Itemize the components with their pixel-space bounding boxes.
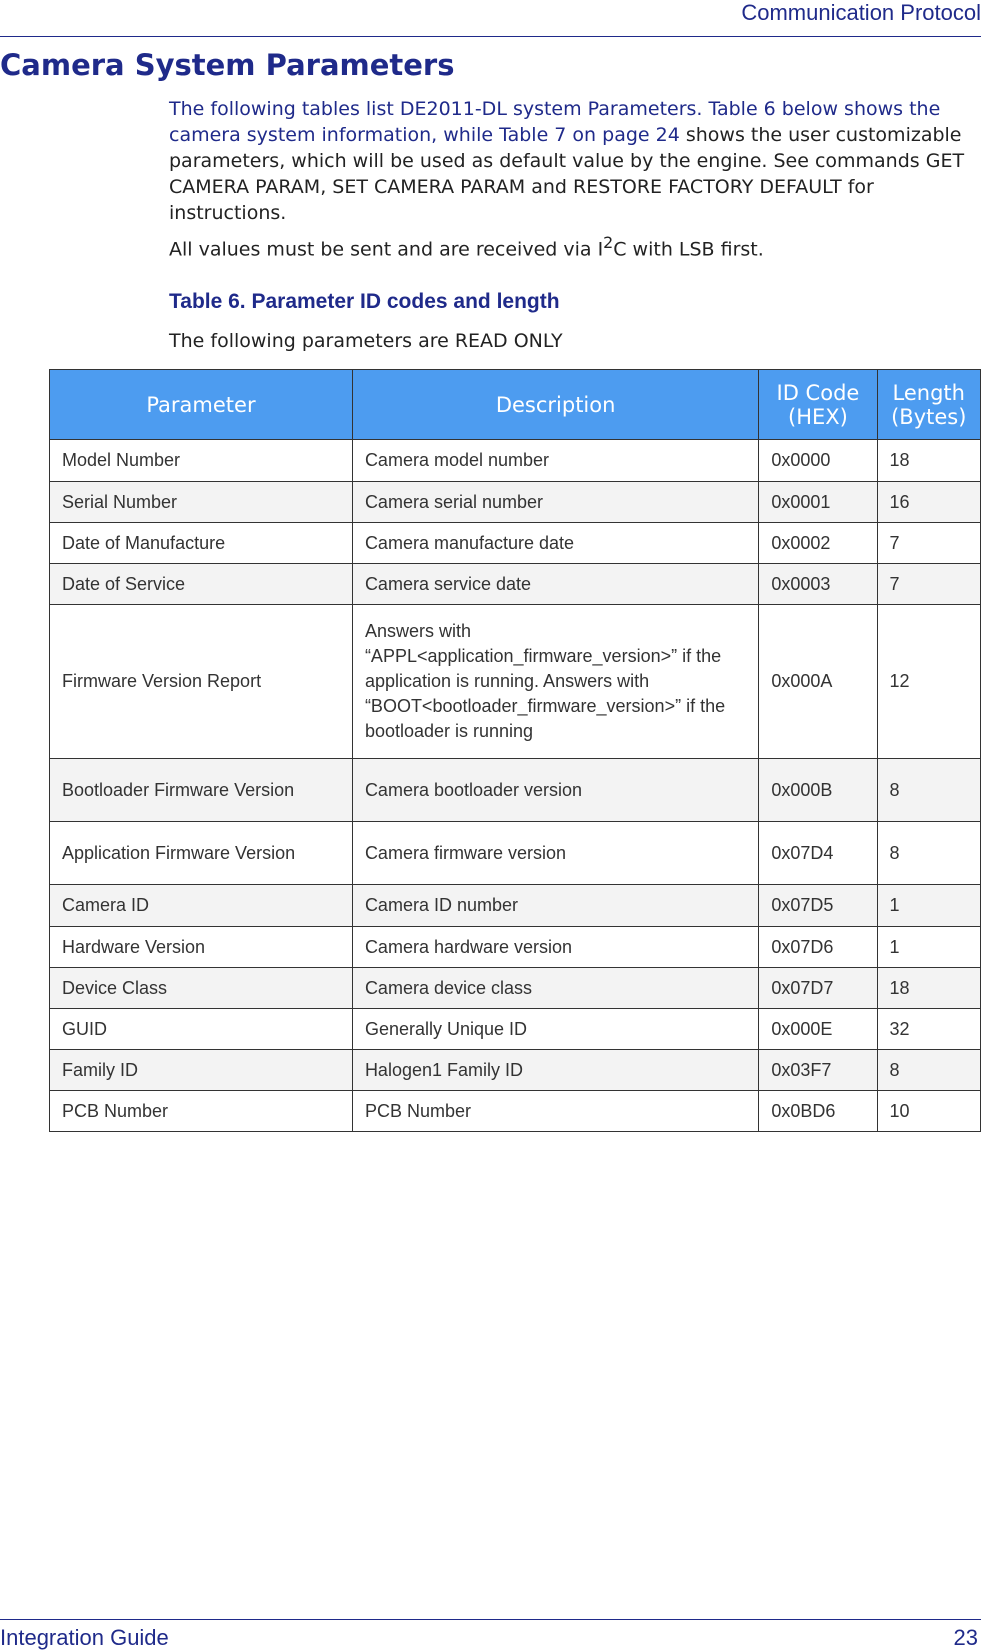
cell-description: PCB Number — [352, 1091, 758, 1132]
cell-length: 18 — [877, 968, 980, 1009]
note-text: C with LSB first. — [613, 238, 764, 261]
page-number: 23 — [953, 1625, 978, 1650]
table-row — [50, 759, 981, 822]
cell-description: Camera serial number — [352, 482, 758, 523]
cell-length: 10 — [877, 1091, 980, 1132]
table-row — [50, 605, 981, 759]
cell-description: Camera model number — [352, 440, 758, 482]
cell-id: 0x0000 — [759, 440, 877, 482]
header-divider — [0, 36, 981, 37]
table6-link[interactable]: Table 6 below — [708, 98, 838, 120]
table-caption: Table 6. Parameter ID codes and length — [169, 290, 560, 313]
cell-length: 16 — [877, 482, 980, 523]
cell-id: 0x03F7 — [759, 1050, 877, 1091]
cell-parameter: Serial Number — [50, 482, 353, 523]
cell-description: Camera bootloader version — [352, 759, 758, 822]
table-row — [50, 822, 981, 885]
cell-id: 0x07D6 — [759, 927, 877, 968]
cell-id: 0x000B — [759, 759, 877, 822]
footer-doc-title: Integration Guide — [0, 1625, 169, 1650]
cell-id: 0x07D7 — [759, 968, 877, 1009]
cell-parameter: GUID — [50, 1009, 353, 1050]
table7-link[interactable]: Table 7 on page 24 — [499, 124, 680, 146]
cell-parameter: Date of Service — [50, 564, 353, 605]
table-subtitle: The following parameters are READ ONLY — [169, 330, 563, 352]
table-row — [50, 1050, 981, 1091]
cell-id: 0x07D5 — [759, 885, 877, 927]
cell-description: Camera ID number — [352, 885, 758, 927]
cell-description: Camera manufacture date — [352, 523, 758, 564]
cell-id: 0x000E — [759, 1009, 877, 1050]
cell-description: Answers with “APPL<application_firmware_version>” if the application is running. Answers with “BOOT<bootloader_firmware_version>” if the bootloader is running — [352, 605, 758, 759]
cell-parameter: Application Firmware Version — [50, 822, 353, 885]
parameter-table — [49, 369, 981, 1132]
cell-description: Camera firmware version — [352, 822, 758, 885]
intro-paragraph — [169, 96, 969, 226]
table-row — [50, 523, 981, 564]
cell-id: 0x0001 — [759, 482, 877, 523]
section-title: Camera System Parameters — [0, 48, 455, 82]
cell-description: Generally Unique ID — [352, 1009, 758, 1050]
header-parameter: Parameter — [50, 370, 353, 440]
cell-id: 0x0002 — [759, 523, 877, 564]
cell-parameter: Date of Manufacture — [50, 523, 353, 564]
header-description: Description — [352, 370, 758, 440]
cell-id: 0x0003 — [759, 564, 877, 605]
header-length: Length (Bytes) — [877, 370, 980, 440]
cell-description: Halogen1 Family ID — [352, 1050, 758, 1091]
table-header-row — [50, 370, 981, 440]
cell-description: Camera service date — [352, 564, 758, 605]
cell-parameter: Firmware Version Report — [50, 605, 353, 759]
cell-parameter: Model Number — [50, 440, 353, 482]
cell-length: 32 — [877, 1009, 980, 1050]
cell-id: 0x07D4 — [759, 822, 877, 885]
footer-divider — [0, 1619, 981, 1620]
note-text: All values must be sent and are received via I — [169, 238, 604, 261]
cell-parameter: Bootloader Firmware Version — [50, 759, 353, 822]
cell-length: 12 — [877, 605, 980, 759]
intro-text-part: shows the user customizable parameters, which will be used as default value by the engine. See commands GET CAMERA PARAM, SET CAMERA PARAM and RESTORE FACTORY DEFAULT for instructions. — [169, 124, 965, 224]
cell-length: 7 — [877, 564, 980, 605]
cell-description: Camera hardware version — [352, 927, 758, 968]
table-row — [50, 1091, 981, 1132]
table-row — [50, 564, 981, 605]
table-row — [50, 440, 981, 482]
cell-length: 18 — [877, 440, 980, 482]
cell-length: 8 — [877, 1050, 980, 1091]
intro-text-part: shows the camera system information, while — [169, 98, 941, 146]
cell-length: 8 — [877, 759, 980, 822]
header-id-code: ID Code (HEX) — [759, 370, 877, 440]
cell-parameter: Hardware Version — [50, 927, 353, 968]
table-row — [50, 1009, 981, 1050]
cell-parameter: PCB Number — [50, 1091, 353, 1132]
superscript: 2 — [603, 233, 614, 252]
running-header: Communication Protocol — [741, 0, 981, 25]
cell-length: 1 — [877, 885, 980, 927]
table-row — [50, 482, 981, 523]
cell-length: 7 — [877, 523, 980, 564]
table-row — [50, 885, 981, 927]
cell-length: 8 — [877, 822, 980, 885]
lsb-note — [169, 230, 969, 262]
cell-id: 0x000A — [759, 605, 877, 759]
cell-id: 0x0BD6 — [759, 1091, 877, 1132]
cell-parameter: Device Class — [50, 968, 353, 1009]
table-row — [50, 927, 981, 968]
intro-text-part: The following tables list DE2011-DL system Parameters. — [169, 98, 709, 120]
cell-description: Camera device class — [352, 968, 758, 1009]
cell-length: 1 — [877, 927, 980, 968]
cell-parameter: Camera ID — [50, 885, 353, 927]
table-row — [50, 968, 981, 1009]
intro-text — [169, 96, 969, 262]
cell-parameter: Family ID — [50, 1050, 353, 1091]
